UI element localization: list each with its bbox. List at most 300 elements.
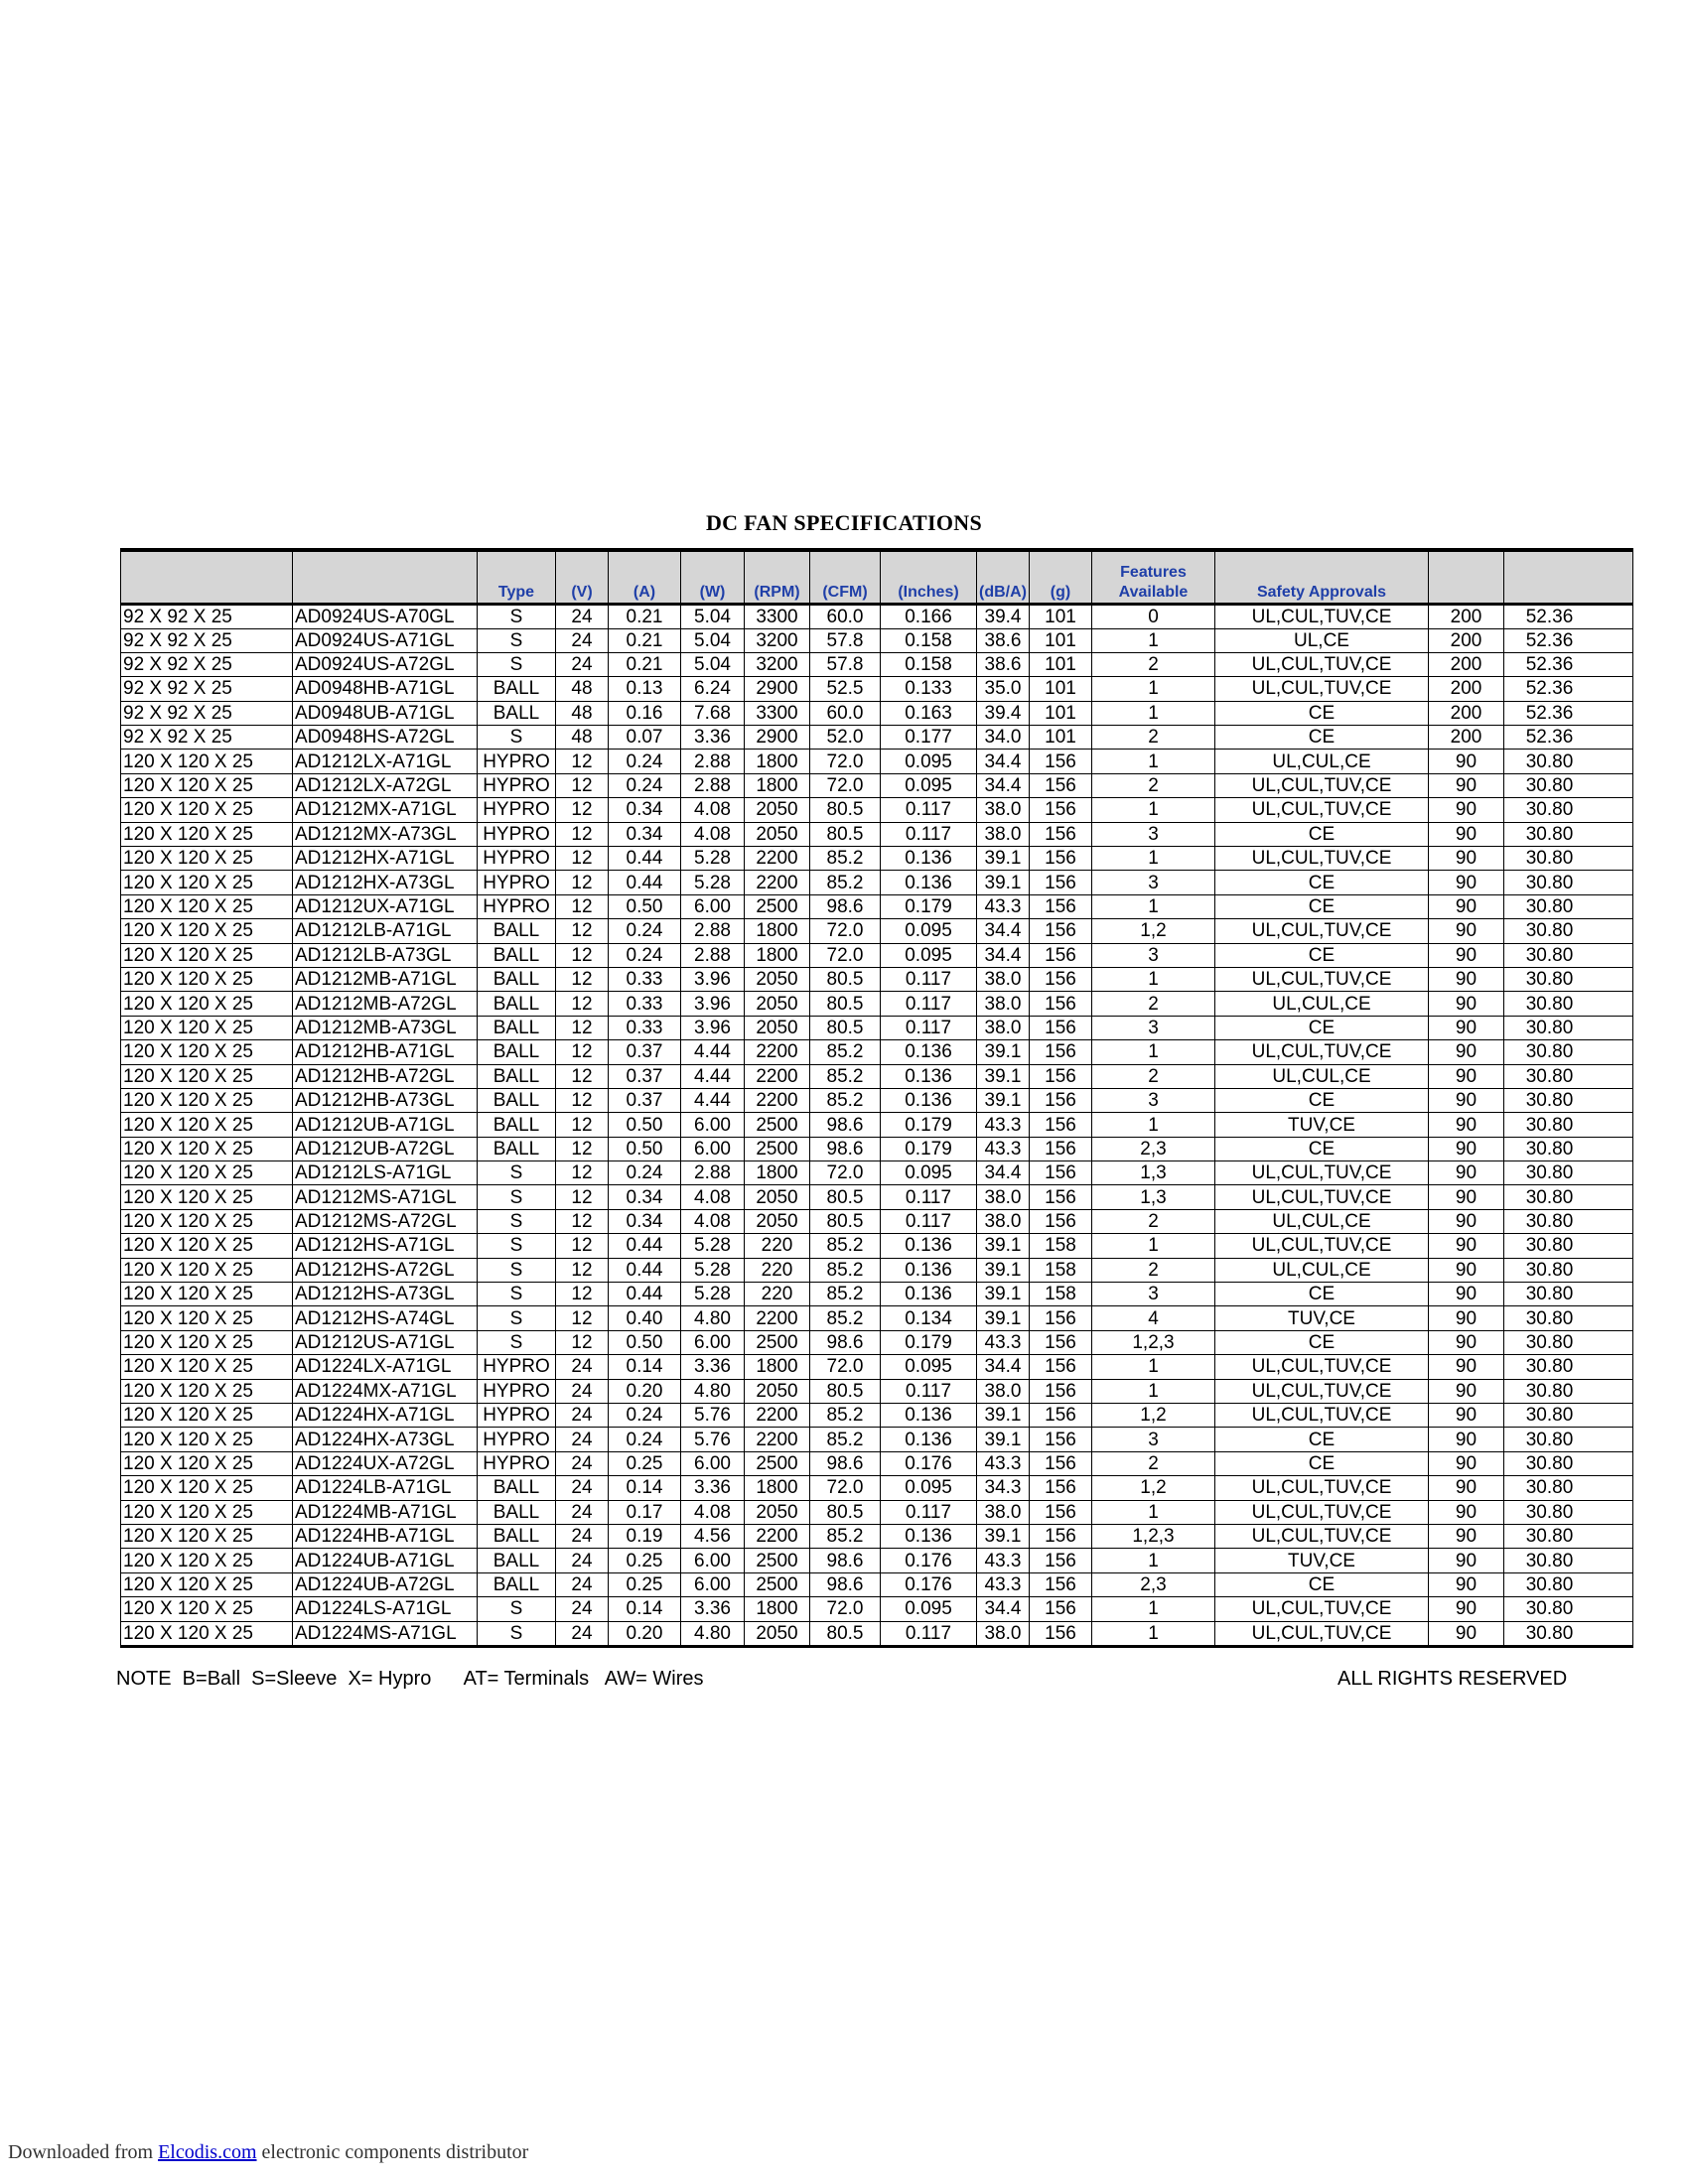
table-cell: 2200 xyxy=(745,1040,810,1064)
table-cell: 0.21 xyxy=(609,604,681,628)
table-row xyxy=(121,726,1633,750)
table-cell: 0.117 xyxy=(881,1209,977,1233)
table-cell: 85.2 xyxy=(810,1404,881,1428)
table-cell: BALL xyxy=(478,1500,556,1524)
table-cell: AD1224UB-A72GL xyxy=(293,1572,478,1596)
table-cell: 30.80 xyxy=(1504,750,1633,773)
table-cell: 85.2 xyxy=(810,1524,881,1548)
table-cell: 85.2 xyxy=(810,1064,881,1088)
table-cell: 1800 xyxy=(745,943,810,967)
table-cell: 30.80 xyxy=(1504,967,1633,991)
table-cell: 120 X 120 X 25 xyxy=(121,1016,293,1039)
table-cell: 1 xyxy=(1092,1597,1215,1621)
table-cell: AD1212MS-A71GL xyxy=(293,1185,478,1209)
table-cell: 30.80 xyxy=(1504,871,1633,894)
table-cell: 1 xyxy=(1092,1379,1215,1403)
table-cell: 30.80 xyxy=(1504,943,1633,967)
table-cell: 2.88 xyxy=(681,773,745,797)
table-row xyxy=(121,1451,1633,1475)
table-cell: 120 X 120 X 25 xyxy=(121,1379,293,1403)
table-cell: 2200 xyxy=(745,1306,810,1330)
table-cell: 30.80 xyxy=(1504,1355,1633,1379)
table-cell: 72.0 xyxy=(810,943,881,967)
table-cell: 0.136 xyxy=(881,1258,977,1282)
table-cell: 120 X 120 X 25 xyxy=(121,1283,293,1306)
table-cell: 156 xyxy=(1030,1476,1092,1500)
table-cell: 30.80 xyxy=(1504,1234,1633,1258)
table-cell: 30.80 xyxy=(1504,1016,1633,1039)
table-cell: 12 xyxy=(556,798,609,822)
table-cell: 12 xyxy=(556,1016,609,1039)
table-cell: AD1224LS-A71GL xyxy=(293,1597,478,1621)
table-cell: 4.08 xyxy=(681,1500,745,1524)
table-cell: 24 xyxy=(556,1476,609,1500)
table-cell: 0.37 xyxy=(609,1064,681,1088)
column-header: (W) xyxy=(681,550,745,604)
table-cell: 0.095 xyxy=(881,1161,977,1185)
table-row xyxy=(121,1597,1633,1621)
table-row xyxy=(121,1379,1633,1403)
table-cell: 1 xyxy=(1092,1549,1215,1572)
table-cell: 0.136 xyxy=(881,1404,977,1428)
table-cell: 3.36 xyxy=(681,1355,745,1379)
table-cell: 5.76 xyxy=(681,1428,745,1451)
table-cell: 90 xyxy=(1429,1428,1504,1451)
table-cell: 30.80 xyxy=(1504,1161,1633,1185)
table-cell: 2500 xyxy=(745,1549,810,1572)
table-cell: 200 xyxy=(1429,701,1504,725)
table-cell: 52.36 xyxy=(1504,604,1633,628)
table-cell: AD1212UB-A71GL xyxy=(293,1113,478,1137)
table-row xyxy=(121,1500,1633,1524)
table-cell: 30.80 xyxy=(1504,1306,1633,1330)
table-cell: 85.2 xyxy=(810,1258,881,1282)
table-cell: 156 xyxy=(1030,1016,1092,1039)
table-cell: 30.80 xyxy=(1504,1040,1633,1064)
table-cell: UL,CUL,TUV,CE xyxy=(1215,1597,1429,1621)
table-cell: 120 X 120 X 25 xyxy=(121,1064,293,1088)
table-cell: 90 xyxy=(1429,1064,1504,1088)
table-cell: 30.80 xyxy=(1504,1428,1633,1451)
table-cell: BALL xyxy=(478,1137,556,1160)
table-cell: AD1212HS-A74GL xyxy=(293,1306,478,1330)
table-cell: 101 xyxy=(1030,604,1092,628)
table-cell: CE xyxy=(1215,1572,1429,1596)
table-cell: 0.136 xyxy=(881,1283,977,1306)
elcodis-link[interactable]: Elcodis.com xyxy=(158,2141,257,2163)
table-cell: 39.1 xyxy=(977,871,1030,894)
table-cell: AD1212HB-A73GL xyxy=(293,1088,478,1112)
table-cell: 98.6 xyxy=(810,1113,881,1137)
table-cell: 12 xyxy=(556,1258,609,1282)
table-cell: 156 xyxy=(1030,1572,1092,1596)
table-cell: 2 xyxy=(1092,773,1215,797)
table-cell: 4.08 xyxy=(681,1209,745,1233)
table-cell: 6.00 xyxy=(681,1137,745,1160)
table-cell: 39.1 xyxy=(977,1524,1030,1548)
table-cell: 120 X 120 X 25 xyxy=(121,1040,293,1064)
table-row xyxy=(121,628,1633,652)
table-cell: 120 X 120 X 25 xyxy=(121,1404,293,1428)
table-cell: AD1212LS-A71GL xyxy=(293,1161,478,1185)
table-row xyxy=(121,1113,1633,1137)
table-cell: 1 xyxy=(1092,1234,1215,1258)
column-header xyxy=(293,550,478,604)
table-cell: 38.6 xyxy=(977,652,1030,676)
table-cell: 3.96 xyxy=(681,1016,745,1039)
table-cell: 57.8 xyxy=(810,652,881,676)
table-cell: 4.44 xyxy=(681,1064,745,1088)
table-cell: 2200 xyxy=(745,1064,810,1088)
table-row xyxy=(121,798,1633,822)
table-cell: 2 xyxy=(1092,1451,1215,1475)
table-row xyxy=(121,919,1633,943)
table-cell: 30.80 xyxy=(1504,919,1633,943)
table-cell: 30.80 xyxy=(1504,1500,1633,1524)
table-cell: 98.6 xyxy=(810,1549,881,1572)
table-cell: 156 xyxy=(1030,1355,1092,1379)
table-cell: 4.44 xyxy=(681,1040,745,1064)
table-cell: 0.095 xyxy=(881,919,977,943)
table-cell: 4.08 xyxy=(681,798,745,822)
table-cell: 5.04 xyxy=(681,604,745,628)
table-row xyxy=(121,1306,1633,1330)
table-cell: 0.095 xyxy=(881,943,977,967)
column-header: Type xyxy=(478,550,556,604)
table-cell: 30.80 xyxy=(1504,1064,1633,1088)
table-cell: AD1212HS-A71GL xyxy=(293,1234,478,1258)
table-cell: 0.19 xyxy=(609,1524,681,1548)
table-cell: UL,CUL,TUV,CE xyxy=(1215,1524,1429,1548)
table-header xyxy=(121,550,1633,604)
table-cell: 12 xyxy=(556,1330,609,1354)
table-cell: 0.179 xyxy=(881,1330,977,1354)
table-cell: 0.117 xyxy=(881,1621,977,1646)
table-cell: 52.36 xyxy=(1504,628,1633,652)
table-cell: 12 xyxy=(556,967,609,991)
table-cell: 6.24 xyxy=(681,677,745,701)
table-cell: 1,3 xyxy=(1092,1161,1215,1185)
table-cell: 38.0 xyxy=(977,992,1030,1016)
table-cell: AD1224HX-A73GL xyxy=(293,1428,478,1451)
column-header xyxy=(121,550,293,604)
table-cell: 2500 xyxy=(745,1137,810,1160)
table-cell: 90 xyxy=(1429,919,1504,943)
table-cell: 38.0 xyxy=(977,1016,1030,1039)
table-cell: 98.6 xyxy=(810,1572,881,1596)
table-cell: S xyxy=(478,1330,556,1354)
table-cell: 6.00 xyxy=(681,1113,745,1137)
table-cell: 90 xyxy=(1429,967,1504,991)
table-cell: UL,CUL,TUV,CE xyxy=(1215,1234,1429,1258)
table-cell: 156 xyxy=(1030,1621,1092,1646)
table-cell: 120 X 120 X 25 xyxy=(121,798,293,822)
table-cell: 34.4 xyxy=(977,1355,1030,1379)
table-cell: 52.36 xyxy=(1504,652,1633,676)
table-cell: 30.80 xyxy=(1504,1379,1633,1403)
table-cell: 0.095 xyxy=(881,1476,977,1500)
table-cell: 38.0 xyxy=(977,822,1030,846)
table-cell: UL,CUL,TUV,CE xyxy=(1215,1355,1429,1379)
table-cell: 3 xyxy=(1092,1428,1215,1451)
table-cell: 120 X 120 X 25 xyxy=(121,750,293,773)
table-cell: 4 xyxy=(1092,1306,1215,1330)
table-cell: 98.6 xyxy=(810,1137,881,1160)
table-cell: S xyxy=(478,1234,556,1258)
table-cell: 0.50 xyxy=(609,1137,681,1160)
table-row xyxy=(121,1234,1633,1258)
table-cell: 2200 xyxy=(745,847,810,871)
table-cell: UL,CUL,TUV,CE xyxy=(1215,919,1429,943)
table-cell: 120 X 120 X 25 xyxy=(121,1621,293,1646)
table-cell: 156 xyxy=(1030,967,1092,991)
table-cell: UL,CUL,TUV,CE xyxy=(1215,798,1429,822)
table-cell: 92 X 92 X 25 xyxy=(121,677,293,701)
table-cell: 101 xyxy=(1030,701,1092,725)
table-cell: 90 xyxy=(1429,1524,1504,1548)
table-cell: 85.2 xyxy=(810,847,881,871)
table-cell: 156 xyxy=(1030,1597,1092,1621)
table-cell: 38.0 xyxy=(977,1185,1030,1209)
table-cell: 38.0 xyxy=(977,967,1030,991)
table-cell: 90 xyxy=(1429,1185,1504,1209)
table-cell: 120 X 120 X 25 xyxy=(121,1549,293,1572)
table-cell: 4.08 xyxy=(681,822,745,846)
table-cell: HYPRO xyxy=(478,871,556,894)
table-cell: 0.166 xyxy=(881,604,977,628)
table-cell: 1 xyxy=(1092,798,1215,822)
table-cell: 2500 xyxy=(745,1572,810,1596)
table-cell: 39.1 xyxy=(977,1404,1030,1428)
table-cell: 101 xyxy=(1030,726,1092,750)
table-cell: 0.136 xyxy=(881,1040,977,1064)
table-cell: 30.80 xyxy=(1504,1621,1633,1646)
table-cell: 24 xyxy=(556,1379,609,1403)
table-cell: 3 xyxy=(1092,871,1215,894)
table-row xyxy=(121,943,1633,967)
table-cell: 90 xyxy=(1429,1040,1504,1064)
table-cell: 1 xyxy=(1092,750,1215,773)
table-cell: 3 xyxy=(1092,1016,1215,1039)
table-cell: 0.24 xyxy=(609,750,681,773)
table-cell: BALL xyxy=(478,677,556,701)
table-cell: 0.136 xyxy=(881,1064,977,1088)
table-cell: HYPRO xyxy=(478,894,556,918)
table-cell: 2050 xyxy=(745,1500,810,1524)
table-cell: 0.25 xyxy=(609,1572,681,1596)
table-cell: 156 xyxy=(1030,1306,1092,1330)
table-cell: 12 xyxy=(556,1209,609,1233)
table-cell: 0.14 xyxy=(609,1476,681,1500)
table-cell: S xyxy=(478,1185,556,1209)
table-cell: 2.88 xyxy=(681,1161,745,1185)
table-cell: 0.34 xyxy=(609,798,681,822)
table-cell: 156 xyxy=(1030,1330,1092,1354)
table-cell: 0.20 xyxy=(609,1621,681,1646)
table-cell: 0.20 xyxy=(609,1379,681,1403)
table-cell: AD0924US-A71GL xyxy=(293,628,478,652)
table-row xyxy=(121,1209,1633,1233)
table-cell: 6.00 xyxy=(681,1451,745,1475)
table-cell: UL,CUL,CE xyxy=(1215,1209,1429,1233)
table-cell: 1,2 xyxy=(1092,1476,1215,1500)
table-cell: 158 xyxy=(1030,1234,1092,1258)
table-cell: 0.34 xyxy=(609,1185,681,1209)
table-cell: 90 xyxy=(1429,1549,1504,1572)
table-row xyxy=(121,1258,1633,1282)
table-cell: 2.88 xyxy=(681,943,745,967)
table-cell: 72.0 xyxy=(810,1161,881,1185)
footer-suffix: electronic components distributor xyxy=(256,2141,529,2163)
table-cell: 80.5 xyxy=(810,822,881,846)
table-cell: 0.117 xyxy=(881,1379,977,1403)
table-cell: 2050 xyxy=(745,967,810,991)
table-cell: HYPRO xyxy=(478,750,556,773)
table-row xyxy=(121,604,1633,628)
table-cell: 30.80 xyxy=(1504,1283,1633,1306)
table-cell: 4.80 xyxy=(681,1379,745,1403)
table-cell: S xyxy=(478,1161,556,1185)
table-cell: 120 X 120 X 25 xyxy=(121,1209,293,1233)
table-cell: 1 xyxy=(1092,847,1215,871)
table-cell: 2200 xyxy=(745,1088,810,1112)
table-cell: 0.095 xyxy=(881,750,977,773)
table-cell: HYPRO xyxy=(478,1428,556,1451)
table-cell: AD0924US-A72GL xyxy=(293,652,478,676)
table-cell: 158 xyxy=(1030,1283,1092,1306)
table-row xyxy=(121,1330,1633,1354)
table-cell: 156 xyxy=(1030,1113,1092,1137)
table-cell: 43.3 xyxy=(977,1572,1030,1596)
table-cell: 30.80 xyxy=(1504,1088,1633,1112)
table-cell: 72.0 xyxy=(810,773,881,797)
table-cell: UL,CUL,TUV,CE xyxy=(1215,677,1429,701)
table-cell: 156 xyxy=(1030,1185,1092,1209)
table-cell: 30.80 xyxy=(1504,773,1633,797)
table-cell: 2200 xyxy=(745,1404,810,1428)
table-cell: 0.33 xyxy=(609,1016,681,1039)
table-cell: BALL xyxy=(478,1476,556,1500)
footer-prefix: Downloaded from xyxy=(8,2141,159,2163)
table-cell: 6.00 xyxy=(681,1572,745,1596)
download-footer xyxy=(8,2141,528,2164)
table-cell: 0.117 xyxy=(881,1185,977,1209)
table-cell: 30.80 xyxy=(1504,1113,1633,1137)
table-cell: 2.88 xyxy=(681,919,745,943)
table-cell: 2900 xyxy=(745,677,810,701)
table-cell: 30.80 xyxy=(1504,1597,1633,1621)
table-cell: 120 X 120 X 25 xyxy=(121,847,293,871)
table-cell: 0.136 xyxy=(881,871,977,894)
table-cell: 0.158 xyxy=(881,652,977,676)
table-cell: AD1212MB-A72GL xyxy=(293,992,478,1016)
table-cell: 0.117 xyxy=(881,992,977,1016)
table-cell: 38.0 xyxy=(977,1209,1030,1233)
table-cell: 12 xyxy=(556,847,609,871)
table-cell: 90 xyxy=(1429,750,1504,773)
table-cell: 90 xyxy=(1429,1137,1504,1160)
table-cell: 2,3 xyxy=(1092,1572,1215,1596)
table-cell: 120 X 120 X 25 xyxy=(121,1451,293,1475)
table-cell: 0.07 xyxy=(609,726,681,750)
table-cell: AD0948HB-A71GL xyxy=(293,677,478,701)
table-cell: BALL xyxy=(478,1549,556,1572)
table-cell: 0.37 xyxy=(609,1088,681,1112)
table-row xyxy=(121,894,1633,918)
column-header xyxy=(1429,550,1504,604)
table-cell: 120 X 120 X 25 xyxy=(121,773,293,797)
table-cell: 0.34 xyxy=(609,822,681,846)
table-cell: 0.095 xyxy=(881,1597,977,1621)
table-cell: 1 xyxy=(1092,1621,1215,1646)
table-cell: AD1224UB-A71GL xyxy=(293,1549,478,1572)
table-cell: 5.04 xyxy=(681,628,745,652)
table-cell: 5.28 xyxy=(681,1283,745,1306)
table-cell: AD1212HB-A72GL xyxy=(293,1064,478,1088)
table-cell: 39.1 xyxy=(977,847,1030,871)
table-cell: 0.134 xyxy=(881,1306,977,1330)
table-cell: 120 X 120 X 25 xyxy=(121,1476,293,1500)
table-cell: AD1212MB-A71GL xyxy=(293,967,478,991)
table-cell: CE xyxy=(1215,1137,1429,1160)
table-cell: 2500 xyxy=(745,1330,810,1354)
table-cell: 0.24 xyxy=(609,1428,681,1451)
table-cell: 12 xyxy=(556,871,609,894)
table-cell: 30.80 xyxy=(1504,847,1633,871)
table-cell: 92 X 92 X 25 xyxy=(121,701,293,725)
table-cell: S xyxy=(478,726,556,750)
fan-spec-table xyxy=(120,548,1633,1648)
table-cell: 1,2,3 xyxy=(1092,1330,1215,1354)
table-cell: 90 xyxy=(1429,847,1504,871)
table-cell: 156 xyxy=(1030,1549,1092,1572)
column-header: (A) xyxy=(609,550,681,604)
column-header: (RPM) xyxy=(745,550,810,604)
table-cell: 120 X 120 X 25 xyxy=(121,822,293,846)
table-cell: AD1212LB-A73GL xyxy=(293,943,478,967)
table-cell: 30.80 xyxy=(1504,1549,1633,1572)
table-cell: 90 xyxy=(1429,1016,1504,1039)
table-cell: 80.5 xyxy=(810,1185,881,1209)
table-cell: 80.5 xyxy=(810,1379,881,1403)
table-cell: AD1224UX-A72GL xyxy=(293,1451,478,1475)
table-row xyxy=(121,701,1633,725)
table-row xyxy=(121,1476,1633,1500)
table-row xyxy=(121,1621,1633,1646)
table-cell: 38.0 xyxy=(977,1621,1030,1646)
table-cell: 120 X 120 X 25 xyxy=(121,967,293,991)
column-header: (g) xyxy=(1030,550,1092,604)
table-cell: 34.3 xyxy=(977,1476,1030,1500)
table-cell: 90 xyxy=(1429,1258,1504,1282)
table-row xyxy=(121,1428,1633,1451)
table-cell: 156 xyxy=(1030,1524,1092,1548)
table-cell: AD1212HX-A73GL xyxy=(293,871,478,894)
table-cell: 3.36 xyxy=(681,1597,745,1621)
table-cell: 1800 xyxy=(745,773,810,797)
table-row xyxy=(121,871,1633,894)
table-cell: 120 X 120 X 25 xyxy=(121,1185,293,1209)
table-cell: AD1212MB-A73GL xyxy=(293,1016,478,1039)
table-cell: 156 xyxy=(1030,822,1092,846)
table-cell: 0.44 xyxy=(609,1258,681,1282)
table-cell: 200 xyxy=(1429,726,1504,750)
table-cell: 3300 xyxy=(745,604,810,628)
table-cell: 98.6 xyxy=(810,1330,881,1354)
table-cell: 156 xyxy=(1030,871,1092,894)
table-cell: 12 xyxy=(556,1064,609,1088)
table-cell: 0.117 xyxy=(881,1500,977,1524)
